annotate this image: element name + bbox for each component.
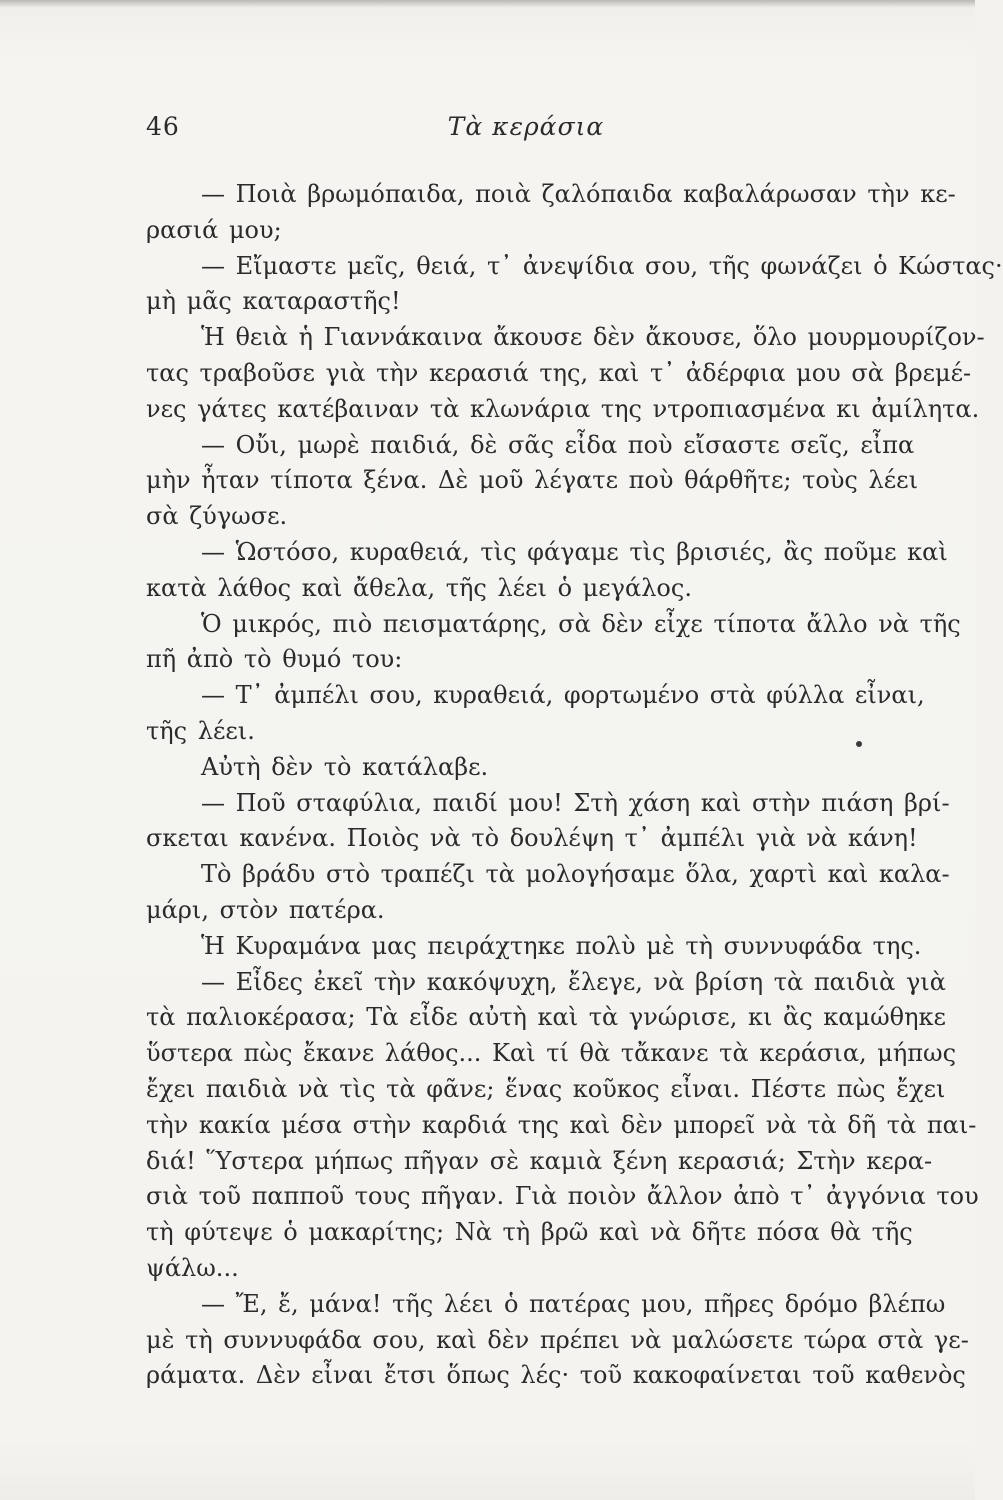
text-line: μάρι, στὸν πατέρα. (146, 895, 385, 924)
text-line: νες γάτες κατέβαιναν τὰ κλωνάρια της ντροπιασμένα κι ἀμίλητα. (146, 394, 980, 423)
text-line: ρασιά μου; (146, 215, 282, 244)
text-line: σὰ ζύγωσε. (146, 502, 288, 531)
page-number: 46 (146, 112, 180, 141)
page-top-edge (0, 0, 975, 8)
text-line: ψάλω... (146, 1253, 239, 1282)
text-line: μὲ τὴ συννυφάδα σου, καὶ δὲν πρέπει νὰ μαλώσετε τώρα στὰ γε- (146, 1325, 969, 1354)
text-line: τὴν κακία μέσα στὴν καρδιά της καὶ δὲν μπορεῖ νὰ τὰ δῆ τὰ παι- (146, 1110, 977, 1139)
text-line: Ἡ Κυραμάνα μας πειράχτηκε πολὺ μὲ τὴ συννυφάδα της. (201, 931, 922, 960)
text-line: σιὰ τοῦ παπποῦ τους πῆγαν. Γιὰ ποιὸν ἄλλον ἀπὸ τ᾽ ἀγγόνια του (146, 1182, 979, 1211)
text-line: — Οὔι, μωρὲ παιδιά, δὲ σᾶς εἶδα ποὺ εἴσαστε σεῖς, εἶπα (201, 430, 915, 459)
text-line: διά! Ὕστερα μήπως πῆγαν σὲ καμιὰ ξένη κερασιά; Στὴν κερα- (146, 1146, 933, 1175)
text-line: — Ἔ, ἔ, μάνα! τῆς λέει ὁ πατέρας μου, πῆρες δρόμο βλέπω (201, 1289, 946, 1318)
text-line: Ἡ θειὰ ἡ Γιαννάκαινα ἄκουσε δὲν ἄκουσε, ὅλο μουρμουρίζον- (201, 323, 985, 352)
text-line: — Ὡστόσο, κυραθειά, τὶς φάγαμε τὶς βρισιές, ἂς ποῦμε καὶ (201, 537, 948, 566)
text-line: πῆ ἀπὸ τὸ θυμό του: (146, 645, 403, 674)
text-line: — Ποῦ σταφύλια, παιδί μου! Στὴ χάση καὶ στὴν πιάση βρί- (201, 788, 950, 817)
text-line: — Εἶδες ἐκεῖ τὴν κακόψυχη, ἔλεγε, νὰ βρίση τὰ παιδιὰ γιὰ (201, 967, 946, 996)
running-title: Τὰ κεράσια (447, 112, 605, 141)
text-line: τας τραβοῦσε γιὰ τὴν κερασιά της, καὶ τ᾽ ἀδέρφια μου σὰ βρεμέ- (146, 358, 972, 387)
text-line: τῆς λέει. (146, 716, 255, 745)
text-line: Τὸ βράδυ στὸ τραπέζι τὰ μολογήσαμε ὅλα, χαρτὶ καὶ καλα- (201, 860, 950, 889)
text-line: μὴν ἦταν τίποτα ξένα. Δὲ μοῦ λέγατε ποὺ θάρθῆτε; τοὺς λέει (146, 466, 918, 495)
text-line: τὴ φύτεψε ὁ μακαρίτης; Νὰ τὴ βρῶ καὶ νὰ δῆτε πόσα θὰ τῆς (146, 1218, 913, 1247)
text-line: ράματα. Δὲν εἶναι ἔτσι ὅπως λές· τοῦ κακοφαίνεται τοῦ καθενὸς (146, 1361, 966, 1390)
text-line: τὰ παλιοκέρασα; Τὰ εἶδε αὐτὴ καὶ τὰ γνώρισε, κι ἂς καμώθηκε (146, 1003, 946, 1032)
text-line: — Εἴμαστε μεῖς, θειά, τ᾽ ἀνεψίδια σου, τῆς φωνάζει ὁ Κώστας· (201, 251, 1003, 280)
text-line: — Τ᾽ ἀμπέλι σου, κυραθειά, φορτωμένο στὰ φύλλα εἶναι, (201, 681, 925, 710)
page-header (146, 112, 906, 152)
text-line: Αὐτὴ δὲν τὸ κατάλαβε. (201, 752, 489, 781)
text-line: ἔχει παιδιὰ νὰ τὶς τὰ φᾶνε; ἕνας κοῦκος εἶναι. Πέστε πὼς ἔχει (146, 1074, 946, 1103)
text-line: ὕστερα πὼς ἔκανε λάθος... Καὶ τί θὰ τἄκανε τὰ κεράσια, μήπως (146, 1039, 957, 1068)
text-line: — Ποιὰ βρωμόπαιδα, ποιὰ ζαλόπαιδα καβαλάρωσαν τὴν κε- (201, 180, 956, 208)
text-line: Ὁ μικρός, πιὸ πεισματάρης, σὰ δὲν εἶχε τίποτα ἄλλο νὰ τῆς (201, 609, 961, 638)
text-body (146, 177, 1003, 1394)
text-line: σκεται κανένα. Ποιὸς νὰ τὸ δουλέψη τ᾽ ἀμπέλι γιὰ νὰ κάνη! (146, 824, 918, 853)
text-line: κατὰ λάθος καὶ ἄθελα, τῆς λέει ὁ μεγάλος. (146, 573, 692, 602)
text-line: μὴ μᾶς καταραστῆς! (146, 287, 401, 316)
ink-speck (856, 741, 862, 747)
